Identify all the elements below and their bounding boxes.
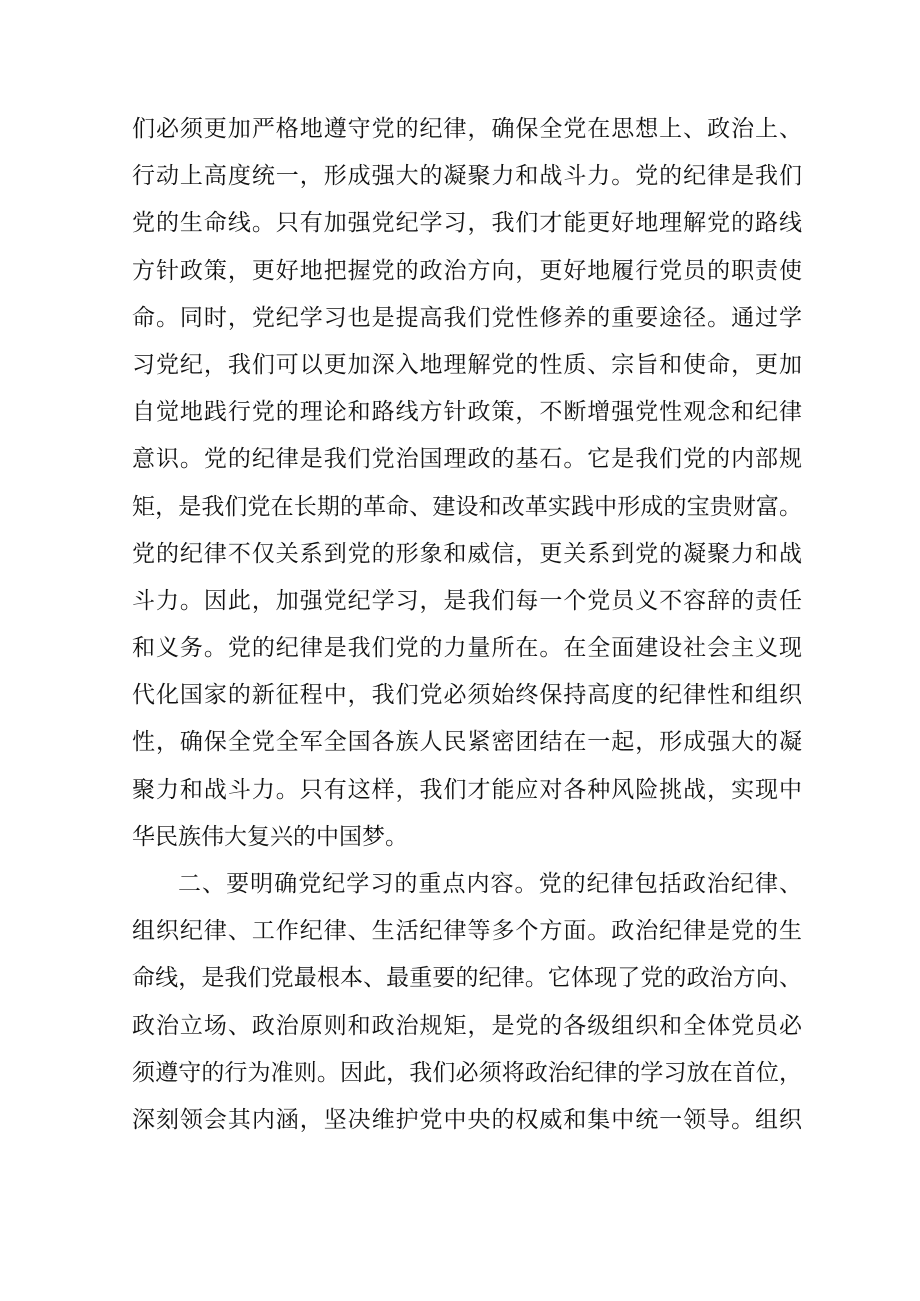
text-line: 矩，是我们党在长期的革命、建设和改革实践中形成的宝贵财富。 bbox=[132, 493, 802, 520]
paragraph-discipline-key-content bbox=[132, 861, 802, 1144]
text-line: 们必须更加严格地遵守党的纪律，确保全党在思想上、政治上、 bbox=[132, 116, 802, 142]
text-line: 代化国家的新征程中，我们党必须始终保持高度的纪律性和组织 bbox=[132, 682, 802, 709]
text-line: 行动上高度统一，形成强大的凝聚力和战斗力。党的纪律是我们 bbox=[132, 163, 802, 190]
text-line: 政治立场、政治原则和政治规矩，是党的各级组织和全体党员必 bbox=[132, 1012, 802, 1039]
text-line: 须遵守的行为准则。因此，我们必须将政治纪律的学习放在首位， bbox=[132, 1059, 802, 1086]
text-line: 聚力和战斗力。只有这样，我们才能应对各种风险挑战，实现中 bbox=[132, 776, 802, 803]
text-line: 自觉地践行党的理论和路线方针政策，不断增强党性观念和纪律 bbox=[132, 399, 802, 426]
text-line-first: 二、要明确党纪学习的重点内容。党的纪律包括政治纪律、 bbox=[178, 871, 802, 897]
text-line-last: 华民族伟大复兴的中国梦。 bbox=[132, 823, 408, 850]
text-line: 斗力。因此，加强党纪学习，是我们每一个党员义不容辞的责任 bbox=[132, 587, 802, 614]
text-line: 习党纪，我们可以更加深入地理解党的性质、宗旨和使命，更加 bbox=[132, 351, 802, 378]
paragraph-party-discipline-importance bbox=[132, 106, 802, 861]
text-line: 党的生命线。只有加强党纪学习，我们才能更好地理解党的路线 bbox=[132, 210, 802, 237]
text-line: 方针政策，更好地把握党的政治方向，更好地履行党员的职责使 bbox=[132, 257, 802, 284]
text-line: 和义务。党的纪律是我们党的力量所在。在全面建设社会主义现 bbox=[132, 635, 802, 662]
text-line: 组织纪律、工作纪律、生活纪律等多个方面。政治纪律是党的生 bbox=[132, 918, 802, 945]
text-line: 意识。党的纪律是我们党治国理政的基石。它是我们党的内部规 bbox=[132, 446, 802, 473]
text-line: 党的纪律不仅关系到党的形象和威信，更关系到党的凝聚力和战 bbox=[132, 540, 802, 567]
text-line: 命。同时，党纪学习也是提高我们党性修养的重要途径。通过学 bbox=[132, 304, 802, 331]
text-line: 性，确保全党全军全国各族人民紧密团结在一起，形成强大的凝 bbox=[132, 729, 802, 756]
text-line: 深刻领会其内涵，坚决维护党中央的权威和集中统一领导。组织 bbox=[132, 1106, 802, 1133]
text-line: 命线，是我们党最根本、最重要的纪律。它体现了党的政治方向、 bbox=[132, 965, 802, 992]
